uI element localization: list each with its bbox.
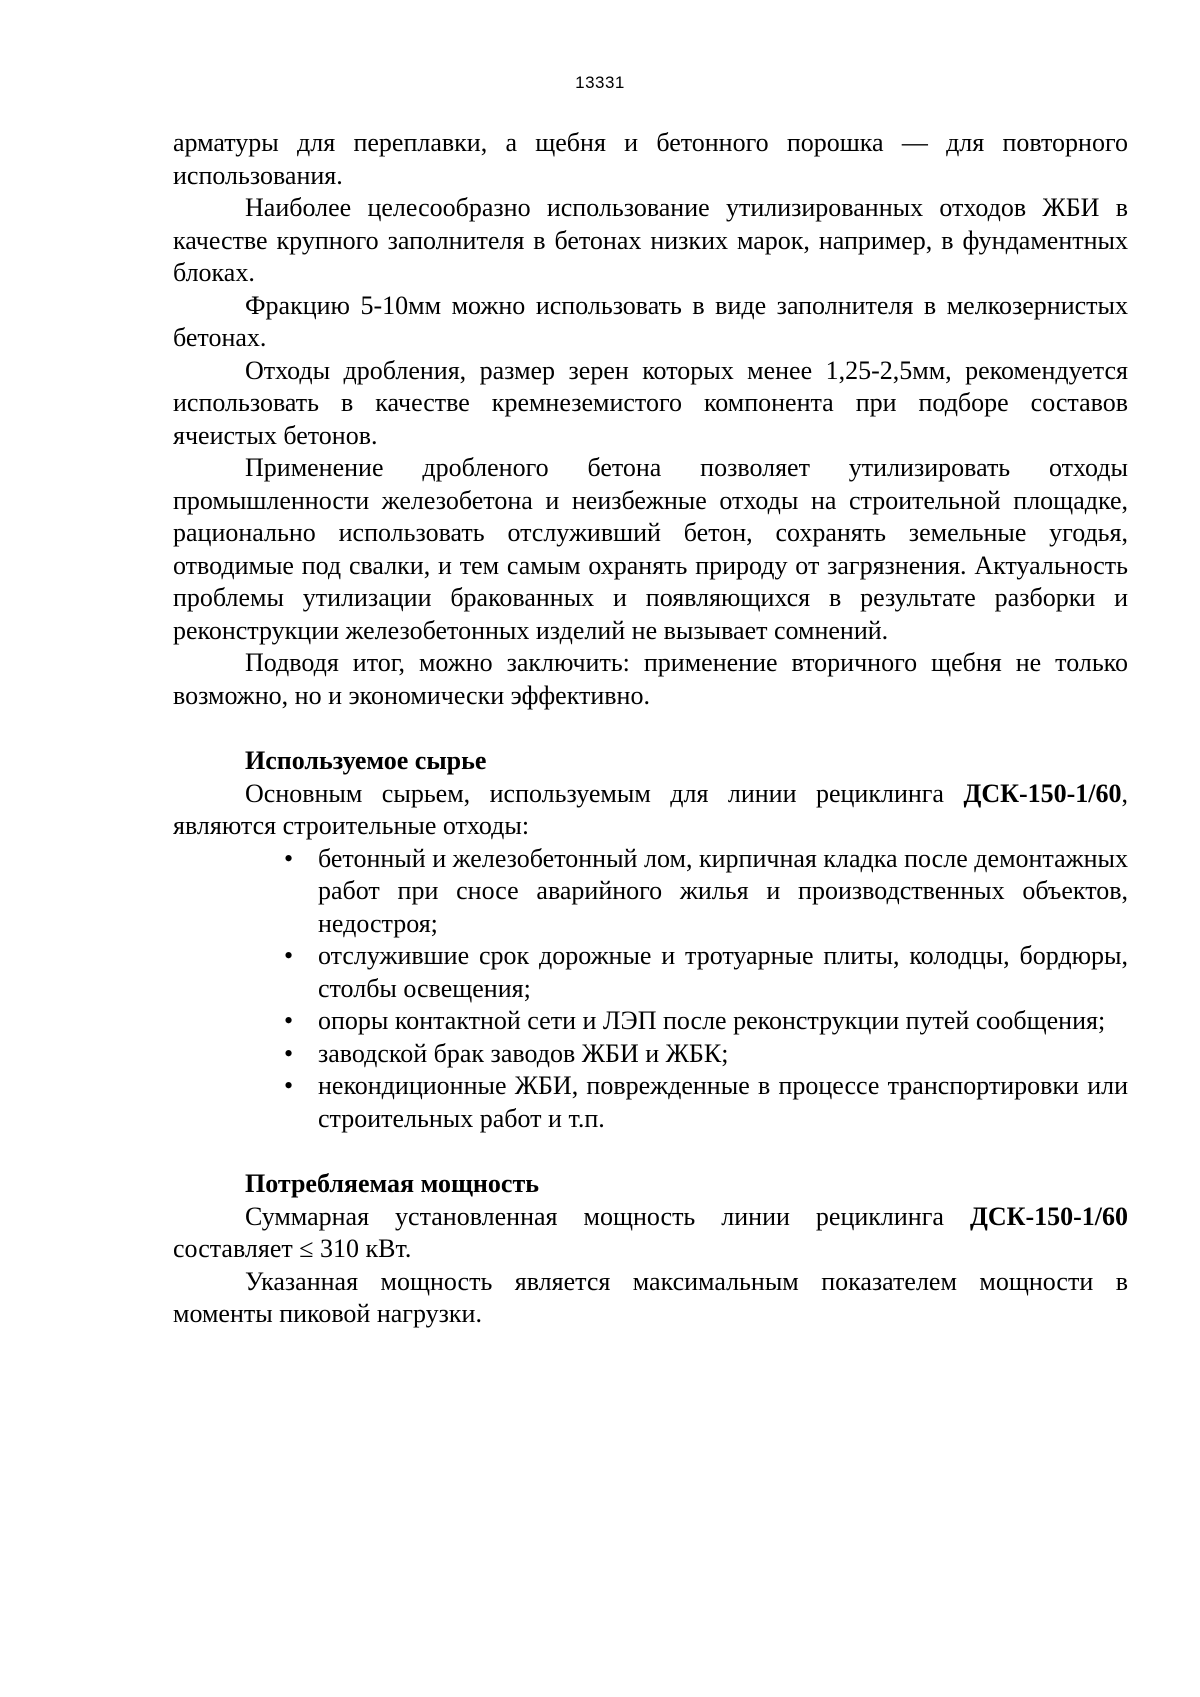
list-item-text: отслужившие срок дорожные и тротуарные плиты, колодцы, бордюры, столбы освещения; (318, 941, 1128, 1003)
paragraph-conclusion: Подводя итог, можно заключить: применение вторичного щебня не только возможно, но и экономически эффективно. (173, 648, 1128, 710)
list-item (284, 1070, 1128, 1135)
power-total-value: составляет ≤ 310 кВт. (173, 1234, 412, 1263)
raw-materials-intro (173, 778, 1128, 843)
paragraph-continuation: арматуры для переплавки, а щебня и бетонного порошка — для повторного использования. (173, 128, 1128, 190)
bullet-icon: • (284, 1006, 294, 1035)
paragraph-fraction: Фракцию 5-10мм можно использовать в виде заполнителя в мелкозернистых бетонах. (173, 290, 1128, 352)
paragraph-crushing-waste: Отходы дробления, размер зерен которых менее 1,25-2,5мм, рекомендуется использовать в качестве кремнеземистого компонента при подборе составов ячеистых бетонов. (173, 355, 1128, 450)
section-spacer (173, 1135, 1128, 1168)
power-total-text: Суммарная установленная мощность линии рециклинга (245, 1201, 970, 1231)
power-heading: Потребляемая мощность (245, 1169, 539, 1198)
page-number: 13331 (575, 73, 625, 92)
bullet-icon: • (284, 1038, 294, 1068)
power-total-paragraph (173, 1201, 1128, 1266)
list-item (284, 843, 1128, 941)
line-model-name: ДСК-150-1/60 (969, 1201, 1128, 1231)
list-item-text: заводской брак заводов ЖБИ и ЖБК; (318, 1038, 729, 1068)
raw-materials-heading: Используемое сырье (245, 746, 487, 775)
bullet-icon: • (284, 941, 294, 970)
paragraph-aggregate-use: Наиболее целесообразно использование утилизированных отходов ЖБИ в качестве крупного заполнителя в бетонах низких марок, например, в фундаментных блоках. (173, 193, 1128, 287)
list-item (284, 1005, 1128, 1038)
bullet-icon: • (284, 843, 294, 873)
raw-materials-intro-text: Основным сырьем, используемым для линии рециклинга (245, 778, 964, 808)
document-body (173, 127, 1128, 1331)
list-item-text: бетонный и железобетонный лом, кирпичная кладка после демонтажных работ при сносе аварийного жилья и производственных объектов, недостроя; (318, 843, 1128, 938)
list-item (284, 940, 1128, 1005)
paragraph-crushed-concrete: Применение дробленого бетона позволяет утилизировать отходы промышленности железобетона и неизбежные отходы на строительной площадке, рационально использовать отслуживший бетон, сохранять земельные угодья, отводимые под свалки, и тем самым охранять природу от загрязнения. Актуальность проблемы утилизации бракованных и появляющихся в результате разборки и реконструкции железобетонных изделий не вызывает сомнений. (173, 453, 1128, 645)
line-model-name: ДСК-150-1/60 (963, 778, 1122, 808)
power-peak-paragraph: Указанная мощность является максимальным показателем мощности в моменты пиковой нагрузки. (173, 1266, 1128, 1328)
list-item-text: некондиционные ЖБИ, поврежденные в процессе транспортировки или строительных работ и т.п. (318, 1071, 1128, 1133)
section-spacer (173, 712, 1128, 745)
list-item (284, 1038, 1128, 1071)
raw-materials-intro-tail: , являются строительные отходы: (173, 778, 1128, 840)
list-item-text: опоры контактной сети и ЛЭП после реконструкции путей сообщения; (318, 1006, 1106, 1035)
raw-materials-list (173, 843, 1128, 1136)
bullet-icon: • (284, 1071, 294, 1100)
